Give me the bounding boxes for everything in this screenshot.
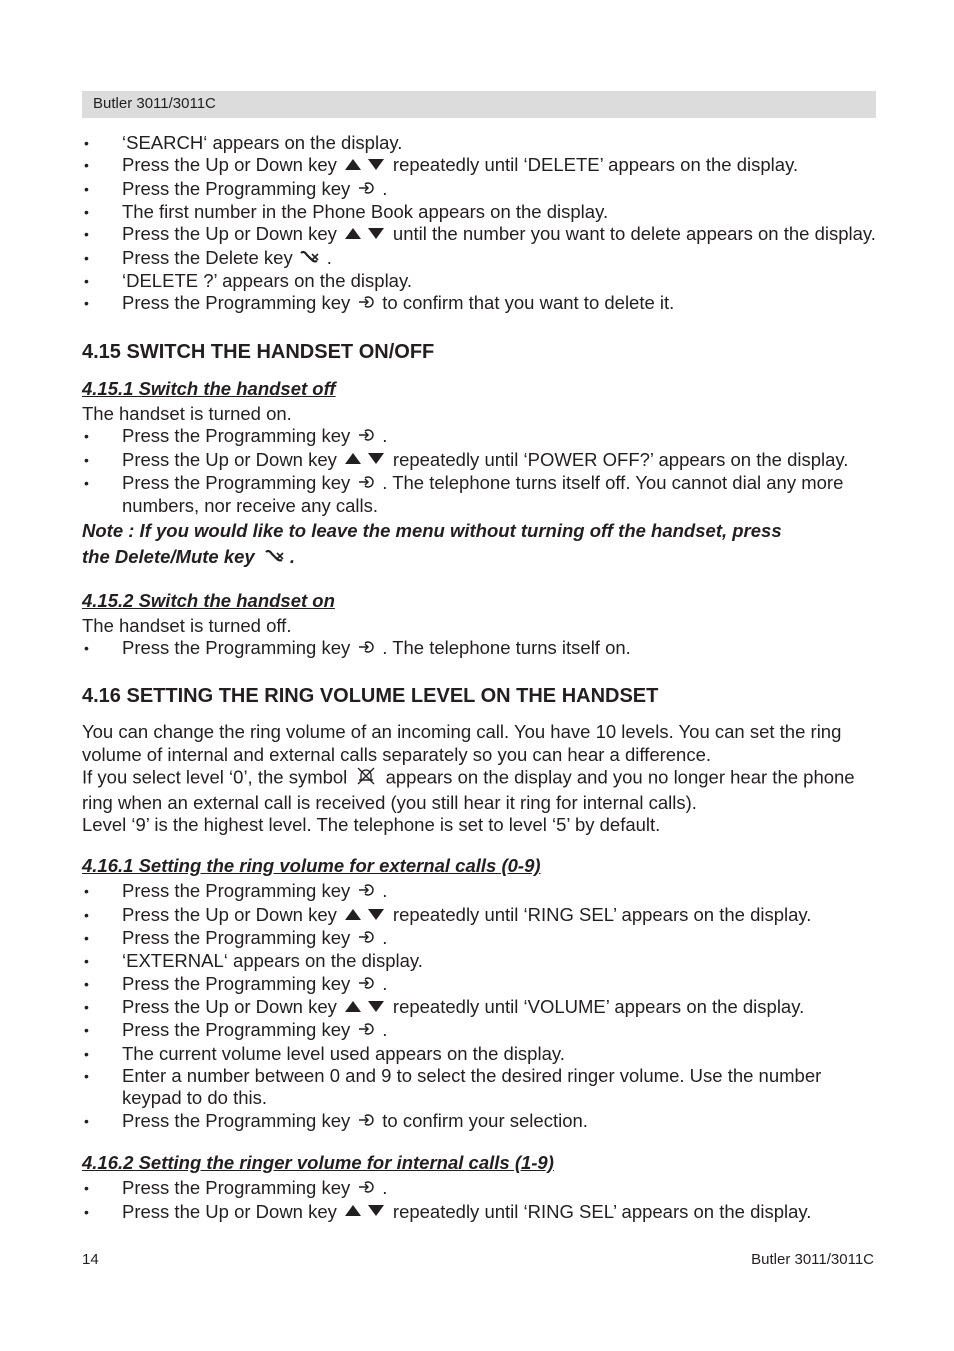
list-item-text: Press the Up or Down key [122, 1200, 337, 1222]
bullet: • [84, 953, 89, 970]
bullet: • [84, 157, 89, 174]
bullet: • [84, 273, 89, 290]
list-item [82, 132, 876, 154]
section-4-16-2-heading: 4.16.2 Setting the ringer volume for internal calls (1-9) [82, 1152, 554, 1174]
up-down-key-icon [343, 224, 387, 246]
list-item [82, 223, 876, 246]
list-item-text: The current volume level used appears on the display. [122, 1042, 565, 1064]
list-item [82, 996, 876, 1019]
list-item-text: Press the Up or Down key [122, 223, 337, 245]
programming-key-icon [356, 473, 376, 495]
footer-title: Butler 3011/3011C [751, 1251, 874, 1268]
list-item [82, 201, 876, 223]
bullet: • [84, 999, 89, 1016]
list-item-text-after: . The telephone turns itself off. You cannot dial any more numbers, nor receive any calls. [122, 471, 844, 517]
list-item [82, 449, 876, 472]
list-item [82, 472, 876, 518]
list-item-text: Press the Up or Down key [122, 154, 337, 176]
section-4-15-2-intro: The handset is turned off. [82, 614, 292, 636]
list-item [82, 247, 876, 270]
list-item-text: Press the Programming key [122, 927, 351, 949]
bullet: • [84, 135, 89, 151]
list-item-text-after: . [382, 177, 388, 199]
programming-key-icon [356, 1178, 376, 1200]
section-4-16-1-heading: 4.16.1 Setting the ring volume for external calls (0-9) [82, 855, 541, 877]
bullet: • [84, 975, 89, 992]
page-number: 14 [82, 1251, 99, 1268]
programming-key-icon [356, 928, 376, 950]
section-4-16-para2 [82, 766, 876, 814]
list-item-text: Press the Programming key [122, 292, 351, 314]
para2-pre: If you select level ‘0’, the symbol [82, 766, 348, 788]
list-item-text: ‘EXTERNAL‘ appears on the display. [122, 950, 423, 972]
bullet: • [84, 640, 89, 657]
internal-volume-steps-list [82, 1177, 876, 1224]
note-end: . [289, 545, 296, 567]
list-item [82, 154, 876, 177]
list-item [82, 904, 876, 927]
list-item-text: Press the Programming key [122, 880, 351, 902]
list-item [82, 178, 876, 201]
programming-key-icon [356, 293, 376, 315]
para2-post: appears on the display and you no longer hear the phone ring when an external call is received (you still hear it ring for internal calls). [82, 766, 855, 813]
bullet: • [84, 295, 89, 312]
section-4-15-1-heading: 4.15.1 Switch the handset off [82, 377, 336, 399]
note [82, 518, 876, 571]
bullet: • [84, 1068, 89, 1085]
list-item [82, 1065, 876, 1110]
bullet: • [84, 1022, 89, 1039]
programming-key-icon [356, 638, 376, 660]
bullet: • [84, 451, 89, 468]
list-item [82, 1043, 876, 1065]
bullet: • [84, 428, 89, 445]
list-item-text: ‘DELETE ?’ appears on the display. [122, 270, 412, 292]
list-item [82, 1177, 876, 1200]
delete-steps-list [82, 132, 876, 316]
list-item-text-after: to confirm that you want to delete it. [382, 292, 675, 314]
list-item-text-after: to confirm your selection. [382, 1109, 588, 1131]
list-item [82, 880, 876, 903]
up-down-key-icon [343, 905, 387, 927]
programming-key-icon [356, 881, 376, 903]
up-down-key-icon [343, 449, 387, 471]
list-item-text: Press the Delete key [122, 246, 293, 268]
bullet: • [84, 1045, 89, 1062]
programming-key-icon [356, 1020, 376, 1042]
bullet: • [84, 204, 89, 221]
note-line2: the Delete/Mute key [82, 545, 255, 567]
bullet: • [84, 474, 89, 491]
list-item-text: Press the Programming key [122, 1019, 351, 1041]
list-item-text-after: repeatedly until ‘POWER OFF?’ appears on the display. [392, 448, 849, 470]
list-item-text-after: . [382, 880, 388, 902]
list-item-text: Press the Programming key [122, 1109, 351, 1131]
list-item [82, 1201, 876, 1224]
list-item [82, 637, 876, 660]
list-item-text: Press the Programming key [122, 471, 351, 493]
list-item-text-after: repeatedly until ‘VOLUME’ appears on the display. [392, 996, 805, 1018]
bullet: • [84, 1203, 89, 1220]
note-line1: Note : If you would like to leave the menu without turning off the handset, press [82, 519, 782, 541]
programming-key-icon [356, 1111, 376, 1133]
bullet: • [84, 180, 89, 197]
ringer-off-icon [356, 766, 376, 791]
section-4-15-heading: 4.15 SWITCH THE HANDSET ON/OFF [82, 340, 435, 363]
list-item-text: ‘SEARCH‘ appears on the display. [122, 132, 403, 153]
list-item-text-after: . [382, 927, 388, 949]
list-item-text: Press the Up or Down key [122, 448, 337, 470]
list-item-text-after: . [382, 972, 388, 994]
programming-key-icon [356, 426, 376, 448]
section-4-15-1-intro: The handset is turned on. [82, 402, 292, 424]
list-item-text: Press the Programming key [122, 1177, 351, 1199]
external-volume-steps-list [82, 880, 876, 1133]
up-down-key-icon [343, 997, 387, 1019]
list-item-text: Press the Up or Down key [122, 903, 337, 925]
list-item-text: The first number in the Phone Book appears on the display. [122, 201, 609, 223]
page-header [82, 91, 876, 118]
list-item-text-after: . [382, 1177, 388, 1199]
list-item-text-after: until the number you want to delete appears on the display. [392, 223, 876, 245]
list-item-text: Press the Programming key [122, 637, 351, 659]
list-item-text-after: . The telephone turns itself on. [382, 637, 631, 659]
list-item [82, 270, 876, 292]
section-4-15-2-heading: 4.15.2 Switch the handset on [82, 589, 335, 611]
bullet: • [84, 930, 89, 947]
bullet: • [84, 1180, 89, 1197]
list-item-text: Press the Up or Down key [122, 996, 337, 1018]
bullet: • [84, 883, 89, 900]
handset-off-steps-list [82, 425, 876, 517]
bullet: • [84, 249, 89, 266]
list-item-text: Press the Programming key [122, 425, 351, 447]
list-item [82, 973, 876, 996]
list-item [82, 292, 876, 315]
page-content [82, 132, 876, 1224]
programming-key-icon [356, 974, 376, 996]
section-4-16-para1: You can change the ring volume of an incoming call. You have 10 levels. You can set the ring volume of internal and external calls separately so you can hear a difference. [82, 721, 842, 765]
bullet: • [84, 906, 89, 923]
up-down-key-icon [343, 1201, 387, 1223]
list-item-text: Enter a number between 0 and 9 to select the desired ringer volume. Use the number keypad to do this. [122, 1065, 822, 1109]
list-item-text-after: . [326, 246, 332, 268]
list-item [82, 1019, 876, 1042]
bullet: • [84, 1112, 89, 1129]
delete-key-icon [299, 248, 321, 270]
programming-key-icon [356, 179, 376, 201]
list-item [82, 425, 876, 448]
up-down-key-icon [343, 155, 387, 177]
list-item [82, 1110, 876, 1133]
section-4-16-para3: Level ‘9’ is the highest level. The telephone is set to level ‘5’ by default. [82, 813, 661, 835]
list-item-text: Press the Programming key [122, 177, 351, 199]
list-item-text-after: repeatedly until ‘RING SEL’ appears on the display. [392, 903, 812, 925]
list-item-text: Press the Programming key [122, 972, 351, 994]
list-item [82, 950, 876, 972]
bullet: • [84, 226, 89, 243]
handset-on-steps-list [82, 637, 876, 660]
list-item [82, 927, 876, 950]
section-4-16-heading: 4.16 SETTING THE RING VOLUME LEVEL ON THE HANDSET [82, 685, 659, 708]
list-item-text-after: . [382, 1019, 388, 1041]
list-item-text-after: repeatedly until ‘DELETE’ appears on the display. [392, 154, 799, 176]
list-item-text-after: . [382, 425, 388, 447]
list-item-text-after: repeatedly until ‘RING SEL’ appears on the display. [392, 1200, 812, 1222]
header-title: Butler 3011/3011C [93, 95, 216, 112]
delete-mute-key-icon [264, 545, 286, 571]
